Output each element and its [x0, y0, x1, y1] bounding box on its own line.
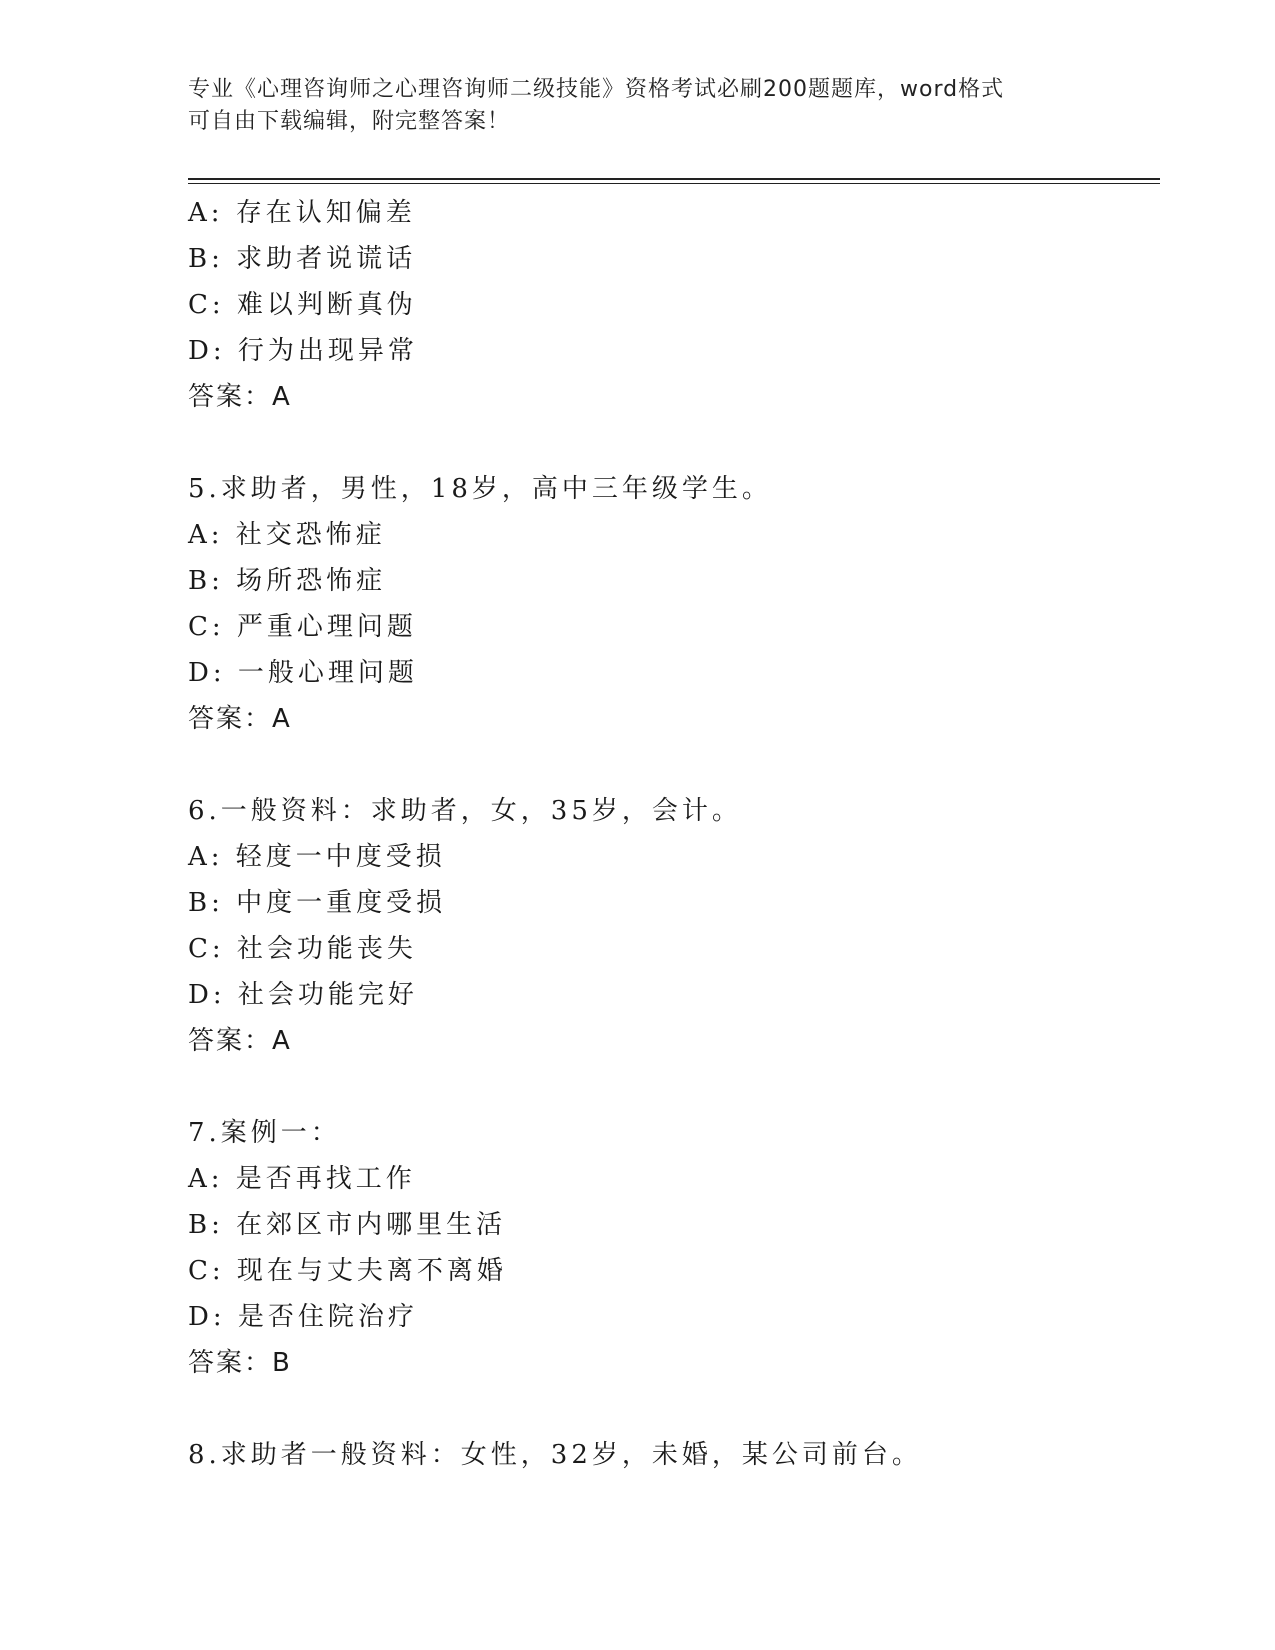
option-b: B: 在郊区市内哪里生活 — [188, 1210, 507, 1240]
question-text: 8.求助者一般资料：女性，32岁，未婚，某公司前台。 — [188, 1440, 922, 1470]
question-text: 7.案例一： — [188, 1118, 341, 1148]
option-a: A: 社交恐怖症 — [188, 520, 386, 550]
option-c: C: 社会功能丧失 — [188, 934, 417, 964]
option-c: C: 严重心理问题 — [188, 612, 417, 642]
header-line-2: 可自由下载编辑，附完整答案！ — [188, 109, 511, 134]
question-text: 5.求助者，男性，18岁，高中三年级学生。 — [188, 474, 772, 504]
document-header — [188, 74, 1088, 138]
option-b: B: 求助者说谎话 — [188, 244, 417, 274]
block-spacer — [188, 420, 1148, 466]
block-spacer — [188, 1386, 1148, 1432]
block-spacer — [188, 742, 1148, 788]
option-b: B: 场所恐怖症 — [188, 566, 387, 596]
option-d: D: 社会功能完好 — [188, 980, 418, 1010]
option-d: D: 是否住院治疗 — [188, 1302, 418, 1332]
option-a: A: 存在认知偏差 — [188, 198, 416, 228]
option-c: C: 难以判断真伪 — [188, 290, 417, 320]
question-list — [188, 190, 1148, 1478]
answer-line: 答案：A — [188, 704, 292, 734]
answer-line: 答案：A — [188, 1026, 292, 1056]
header-divider-thin — [188, 183, 1160, 184]
question-block — [188, 1432, 1148, 1478]
block-spacer — [188, 1064, 1148, 1110]
question-block — [188, 466, 1148, 742]
header-divider-thick — [188, 178, 1160, 180]
answer-line: 答案：B — [188, 1348, 292, 1378]
question-block — [188, 788, 1148, 1064]
option-a: A: 是否再找工作 — [188, 1164, 416, 1194]
question-block — [188, 1110, 1148, 1386]
option-c: C: 现在与丈夫离不离婚 — [188, 1256, 507, 1286]
option-d: D: 一般心理问题 — [188, 658, 418, 688]
answer-line: 答案：A — [188, 382, 292, 412]
option-a: A: 轻度一中度受损 — [188, 842, 446, 872]
option-b: B: 中度一重度受损 — [188, 888, 447, 918]
question-block — [188, 190, 1148, 420]
header-line-1: 专业《心理咨询师之心理咨询师二级技能》资格考试必刷200题题库，word格式 — [188, 77, 1005, 102]
question-text: 6.一般资料：求助者，女，35岁，会计。 — [188, 796, 742, 826]
option-d: D: 行为出现异常 — [188, 336, 418, 366]
